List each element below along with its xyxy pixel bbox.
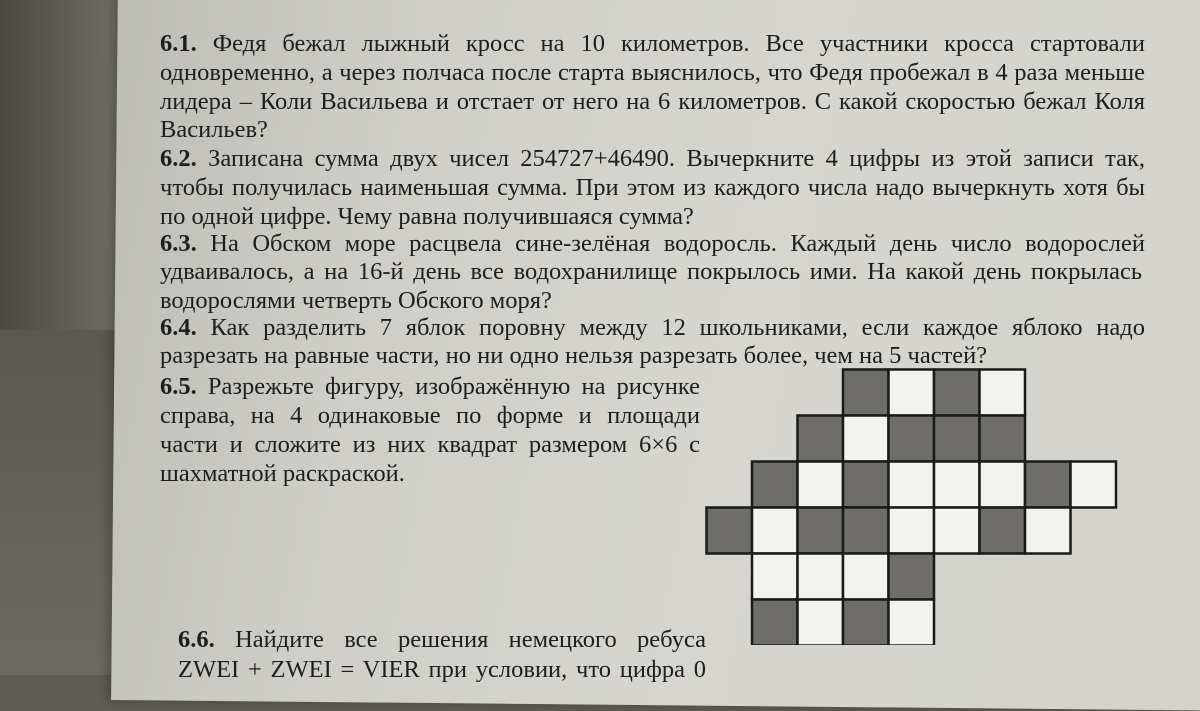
dark-cell — [798, 416, 844, 462]
dark-cell — [843, 462, 889, 508]
dark-cell — [798, 508, 844, 554]
problem-6-1-line-4: Васильев? — [160, 116, 268, 143]
problem-text: Записана сумма двух чисел 254727+46490. Вычеркните 4 цифры из этой записи так, — [208, 145, 1145, 172]
problem-6-6-line-2: ZWEI + ZWEI = VIER при условии, что цифра 0 — [178, 656, 706, 683]
light-cell — [752, 554, 798, 600]
light-cell — [752, 508, 798, 554]
light-cell — [1025, 508, 1071, 554]
problem-text: На Обском море расцвела сине-зелёная водоросль. Каждый день число водорослей — [210, 230, 1145, 257]
problem-6-3-line-1 — [160, 230, 1145, 258]
dark-cell — [1025, 462, 1071, 508]
light-cell — [934, 508, 980, 554]
problem-6-5-line-4: шахматной раскраской. — [160, 460, 405, 487]
figure-svg — [705, 368, 1155, 645]
problem-number: 6.6. — [178, 626, 215, 653]
problem-6-3-line-2: удваивалось, а на 16-й день все водохранилище покрылось ими. На какой день покрылась — [160, 258, 1142, 285]
dark-cell — [843, 600, 889, 646]
light-cell — [889, 370, 935, 416]
light-cell — [934, 462, 980, 508]
light-cell — [843, 554, 889, 600]
dark-cell — [843, 370, 889, 416]
light-cell — [798, 600, 844, 646]
dark-cell — [889, 416, 935, 462]
dark-cell — [707, 508, 753, 554]
dark-cell — [889, 554, 935, 600]
light-cell — [843, 416, 889, 462]
light-cell — [980, 462, 1026, 508]
problem-6-4-line-2: разрезать на равные части, но ни одно нельзя разрезать более, чем на 5 частей? — [160, 342, 988, 369]
problem-text: Разрежьте фигуру, изображённую на рисунке — [207, 373, 701, 400]
problem-number: 6.2. — [160, 145, 197, 172]
problem-text: Федя бежал лыжный кросс на 10 километров. Все участники кросса стартовали — [212, 30, 1146, 57]
problem-number: 6.3. — [160, 230, 197, 257]
dark-cell — [752, 462, 798, 508]
problem-6-1-line-1 — [160, 30, 1145, 58]
problem-6-4-line-1 — [160, 314, 1145, 342]
light-cell — [980, 370, 1026, 416]
dark-cell — [934, 370, 980, 416]
light-cell — [1071, 462, 1117, 508]
problem-6-1-line-2: одновременно, а через полчаса после старта выяснилось, что Федя пробежал в 4 раза меньше — [160, 59, 1145, 86]
dark-cell — [934, 416, 980, 462]
problem-6-3-line-3: водорослями четверть Обского моря? — [160, 287, 552, 314]
light-cell — [798, 462, 844, 508]
problem-6-1-line-3: лидера – Коли Васильева и отстает от него на 6 километров. С какой скоростью бежал Коля — [160, 88, 1145, 115]
problem-number: 6.1. — [160, 30, 197, 57]
problem-6-5-line-1 — [160, 373, 700, 401]
problem-6-2-line-2: чтобы получилась наименьшая сумма. При этом из каждого числа надо вычеркнуть хотя бы — [160, 174, 1145, 201]
dark-cell — [843, 508, 889, 554]
light-cell — [889, 600, 935, 646]
dark-cell — [980, 416, 1026, 462]
problem-6-5-line-2: справа, на 4 одинаковые по форме и площади — [160, 402, 700, 429]
problem-6-2-line-1 — [160, 145, 1145, 173]
problem-number: 6.4. — [160, 314, 197, 341]
problem-6-6-line-1 — [178, 626, 706, 654]
problem-6-2-line-3: по одной цифре. Чему равна получившаяся сумма? — [160, 203, 694, 230]
dark-cell — [980, 508, 1026, 554]
light-cell — [798, 554, 844, 600]
problem-number: 6.5. — [160, 373, 197, 400]
dark-cell — [752, 600, 798, 646]
checkerboard-figure — [705, 368, 1155, 645]
light-cell — [889, 508, 935, 554]
problem-6-5-line-3: части и сложите из них квадрат размером 6×6 с — [160, 431, 700, 458]
light-cell — [889, 462, 935, 508]
problem-text: Найдите все решения немецкого ребуса — [235, 626, 706, 653]
problem-text: Как разделить 7 яблок поровну между 12 школьниками, если каждое яблоко надо — [210, 314, 1145, 341]
